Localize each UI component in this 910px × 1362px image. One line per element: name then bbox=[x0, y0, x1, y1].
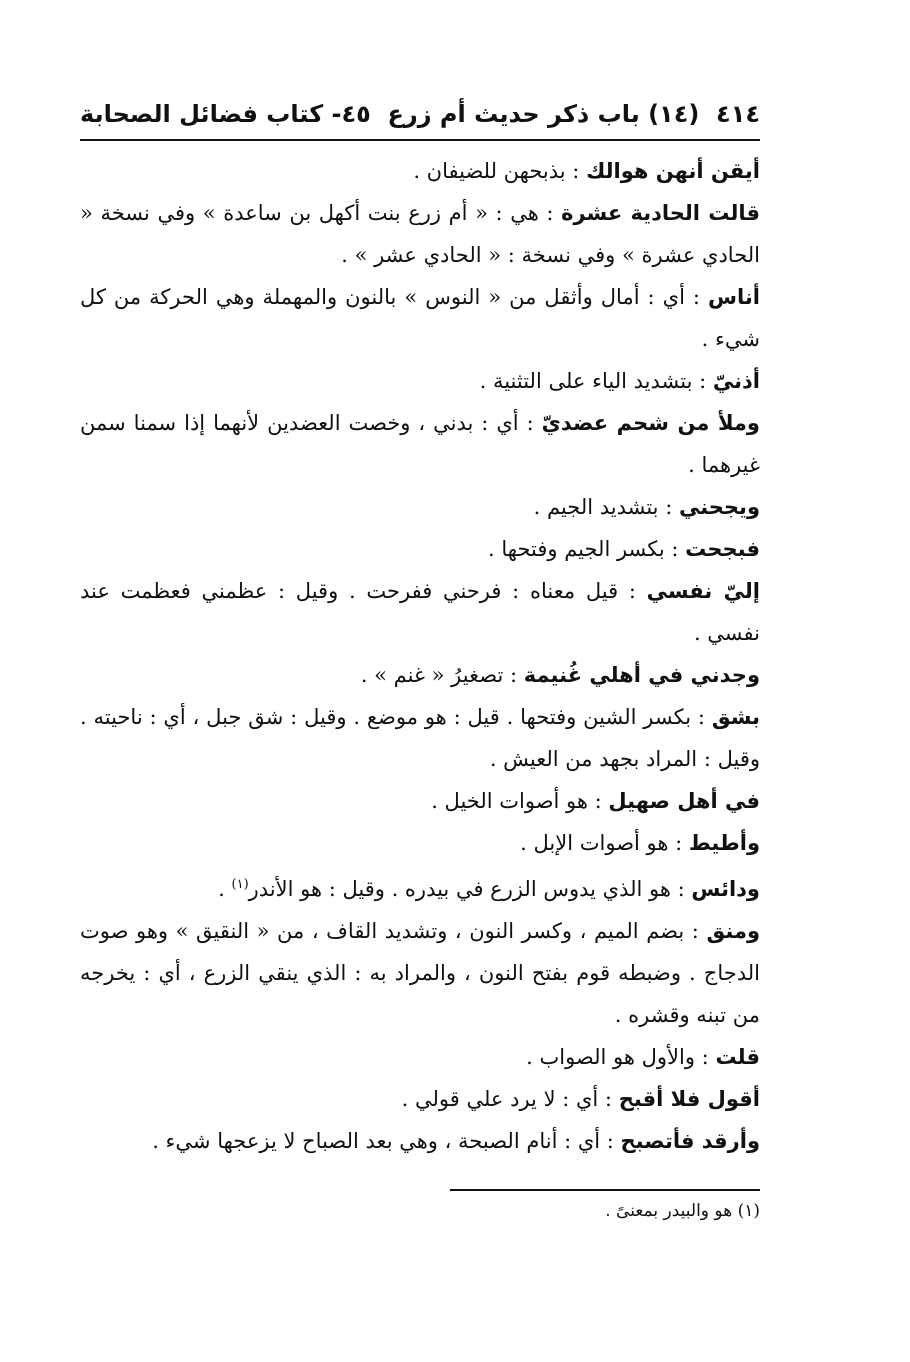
paragraph bbox=[80, 528, 760, 570]
paragraph-lead: ويجحني bbox=[678, 495, 760, 519]
paragraph bbox=[80, 192, 760, 276]
header-rule bbox=[80, 139, 760, 141]
running-header bbox=[80, 92, 760, 136]
paragraph-text: : أي : أمال وأثقل من « النوس » بالنون والمهملة وهي الحركة من كل شيء . bbox=[80, 285, 760, 351]
paragraph-text: : بكسر الجيم وفتحها . bbox=[488, 537, 679, 561]
paragraph bbox=[80, 822, 760, 864]
paragraph bbox=[80, 1036, 760, 1078]
paragraph-lead: أناس bbox=[708, 285, 760, 309]
footnote bbox=[450, 1196, 760, 1226]
paragraph-lead: ودائس bbox=[691, 877, 760, 901]
paragraph-text: : بكسر الشين وفتحها . قيل : هو موضع . وقيل : شق جبل ، أي : ناحيته . وقيل : المراد بجهد من العيش . bbox=[80, 705, 760, 771]
paragraph bbox=[80, 910, 760, 1036]
paragraph-text: : تصغيرُ « غنم » . bbox=[360, 663, 518, 687]
paragraph bbox=[80, 570, 760, 654]
paragraph-text: : هو أصوات الخيل . bbox=[431, 789, 602, 813]
paragraph-lead: وملأ من شحم عضديّ bbox=[541, 411, 760, 435]
paragraph-lead: أقول فلا أقبح bbox=[618, 1087, 760, 1111]
paragraph-lead: وأرقد فأتصبح bbox=[620, 1129, 760, 1153]
paragraph-text: : أي : بدني ، وخصت العضدين لأنهما إذا سمنا سمن غيرهما . bbox=[80, 411, 760, 477]
paragraph-lead: أذنيّ bbox=[712, 369, 760, 393]
paragraph bbox=[80, 780, 760, 822]
paragraph-text: : أي : أنام الصبحة ، وهي بعد الصباح لا يزعجها شيء . bbox=[152, 1129, 614, 1153]
paragraph-end: . bbox=[218, 877, 225, 901]
paragraph-lead: فبجحت bbox=[685, 537, 760, 561]
paragraph-text: : والأول هو الصواب . bbox=[526, 1045, 709, 1069]
paragraph bbox=[80, 1120, 760, 1162]
paragraph-lead: قلت bbox=[715, 1045, 760, 1069]
paragraph-text: : هو الذي يدوس الزرع في بيدره . وقيل : هو الأندر bbox=[248, 877, 685, 901]
paragraph-text: : بتشديد الجيم . bbox=[533, 495, 673, 519]
paragraph bbox=[80, 276, 760, 360]
paragraph-text: : هي : « أم زرع بنت أكهل بن ساعدة » وفي نسخة « الحادي عشرة » وفي نسخة : « الحادي عشر » . bbox=[80, 201, 760, 267]
paragraph-text: : أي : لا يرد علي قولي . bbox=[401, 1087, 612, 1111]
footnote-rule bbox=[450, 1189, 760, 1191]
paragraph bbox=[80, 360, 760, 402]
footnote-text: هو والبيدر بمعنىً . bbox=[605, 1201, 733, 1221]
paragraph bbox=[80, 1078, 760, 1120]
footnote-marker[interactable]: (١) bbox=[231, 877, 249, 892]
paragraph bbox=[80, 486, 760, 528]
paragraph-text: : قيل معناه : فرحني ففرحت . وقيل : عظمني فعظمت عند نفسي . bbox=[80, 579, 760, 645]
page-number: ٤١٤ bbox=[716, 100, 760, 128]
paragraph bbox=[80, 402, 760, 486]
paragraph-lead: بشق bbox=[711, 705, 760, 729]
paragraph-lead: في أهل صهيل bbox=[608, 789, 760, 813]
paragraph-text: : بضم الميم ، وكسر النون ، وتشديد القاف ، من « النقيق » وهو صوت الدجاج . وضبطه قوم بفتح النون ، والمراد به : الذي ينقي الزرع ، أي : يخرجه من تبنه وقشره . bbox=[80, 919, 760, 1027]
paragraph-lead: قالت الحادية عشرة bbox=[561, 201, 760, 225]
chapter-title: (١٤) باب ذكر حديث أم زرع bbox=[387, 100, 700, 128]
footnote-number: (١) bbox=[737, 1201, 760, 1221]
book-title: ٤٥- كتاب فضائل الصحابة bbox=[80, 100, 371, 128]
paragraph-lead: إليّ نفسي bbox=[646, 579, 760, 603]
paragraph-lead: وجدني في أهلي غُنيمة bbox=[523, 663, 760, 687]
paragraph-text: : هو أصوات الإبل . bbox=[520, 831, 683, 855]
paragraph-lead: أيقن أنهن هوالك bbox=[586, 159, 760, 183]
paragraph-lead: ومنق bbox=[706, 919, 760, 943]
paragraph bbox=[80, 654, 760, 696]
paragraph bbox=[80, 864, 760, 910]
main-text bbox=[80, 150, 760, 1162]
paragraph-text: : بذبحهن للضيفان . bbox=[413, 159, 580, 183]
paragraph bbox=[80, 696, 760, 780]
paragraph-text: : بتشديد الياء على التثنية . bbox=[479, 369, 707, 393]
paragraph bbox=[80, 150, 760, 192]
paragraph-lead: وأطيط bbox=[688, 831, 760, 855]
